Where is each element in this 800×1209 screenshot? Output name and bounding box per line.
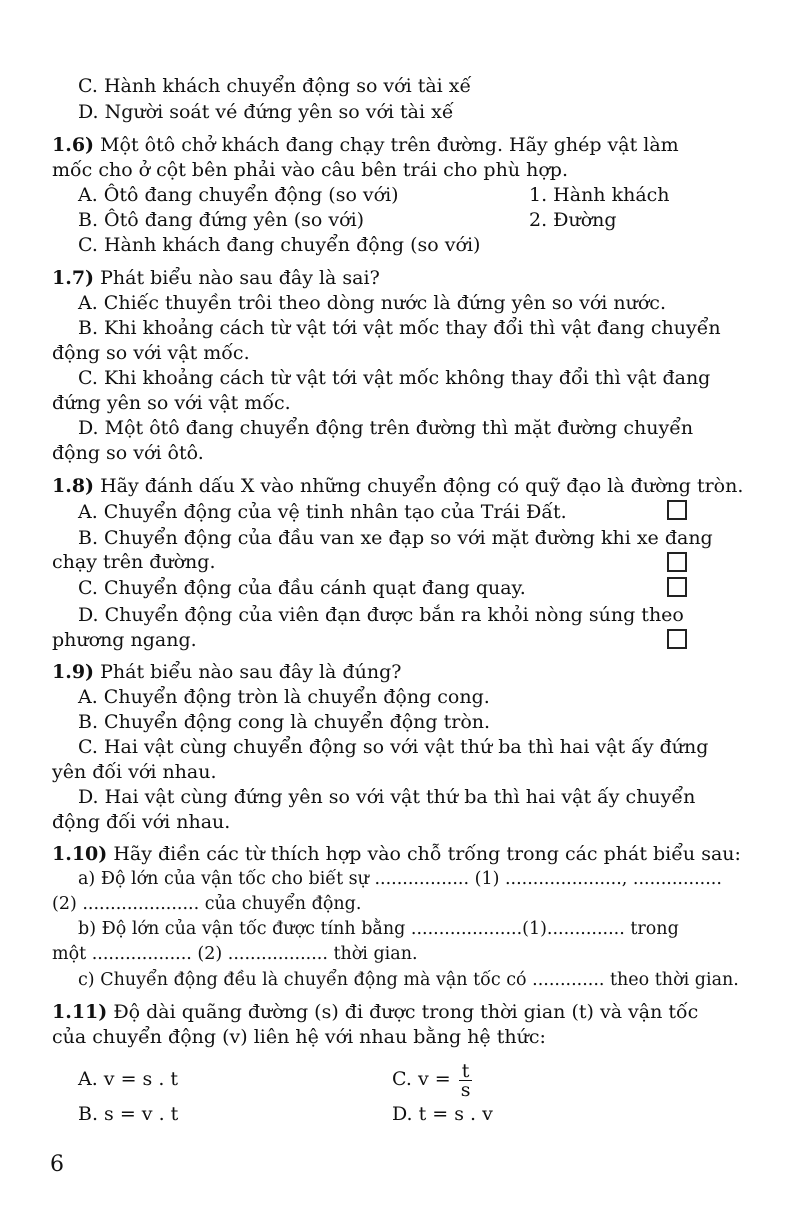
match-right-1: 1. Hành khách bbox=[529, 184, 670, 206]
question-number: 1.6) bbox=[52, 134, 95, 156]
q111-option-d: D. t = s . v bbox=[392, 1103, 493, 1125]
q19-option-c: C. Hai vật cùng chuyển động so với vật thứ ba thì hai vật ấy đứng bbox=[78, 736, 709, 758]
question-1-8-stem: 1.8) Hãy đánh dấu X vào những chuyển động có quỹ đạo là đường tròn. bbox=[52, 475, 744, 497]
q18-option-b: B. Chuyển động của đầu van xe đạp so với mặt đường khi xe đang bbox=[78, 527, 713, 549]
q17-option-a: A. Chiếc thuyền trôi theo dòng nước là đứng yên so với nước. bbox=[78, 292, 666, 314]
q17-option-b-cont: động so với vật mốc. bbox=[52, 342, 250, 364]
checkbox-q18-a[interactable] bbox=[667, 500, 687, 520]
page-number: 6 bbox=[50, 1152, 64, 1177]
match-left-c: C. Hành khách đang chuyển động (so với) bbox=[78, 234, 481, 256]
question-1-11-line1: 1.11) Độ dài quãng đường (s) đi được trong thời gian (t) và vận tốc bbox=[52, 1001, 699, 1023]
question-number: 1.11) bbox=[52, 1001, 108, 1023]
q111-option-b: B. s = v . t bbox=[78, 1103, 179, 1125]
q18-option-b-cont: chạy trên đường. bbox=[52, 551, 216, 573]
question-1-9-stem: 1.9) Phát biểu nào sau đây là đúng? bbox=[52, 661, 402, 683]
q17-option-d-cont: động so với ôtô. bbox=[52, 442, 204, 464]
question-number: 1.8) bbox=[52, 475, 95, 497]
q110-item-a: a) Độ lớn của vận tốc cho biết sự ................. (1) ....................., ................ bbox=[78, 869, 722, 889]
q111-option-c: C. v = $\frac{t}{s}$ bbox=[392, 1059, 471, 1101]
checkbox-q18-d[interactable] bbox=[667, 629, 687, 649]
checkbox-q18-c[interactable] bbox=[667, 577, 687, 597]
question-number: 1.10) bbox=[52, 843, 108, 865]
q19-option-d: D. Hai vật cùng đứng yên so với vật thứ ba thì hai vật ấy chuyển bbox=[78, 786, 696, 808]
q19-option-b: B. Chuyển động cong là chuyển động tròn. bbox=[78, 711, 491, 733]
question-1-6-line1: 1.6) Một ôtô chở khách đang chạy trên đường. Hãy ghép vật làm bbox=[52, 134, 679, 156]
q110-item-a-cont: (2) ..................... của chuyển động. bbox=[52, 894, 362, 914]
match-left-b: B. Ôtô đang đứng yên (so với) bbox=[78, 209, 365, 231]
checkbox-q18-b[interactable] bbox=[667, 552, 687, 572]
q110-item-c: c) Chuyển động đều là chuyển động mà vận tốc có ............. theo thời gian. bbox=[78, 970, 739, 990]
q110-item-b-cont: một .................. (2) .................. thời gian. bbox=[52, 944, 418, 964]
question-number: 1.7) bbox=[52, 267, 95, 289]
q18-option-d: D. Chuyển động của viên đạn được bắn ra khỏi nòng súng theo bbox=[78, 604, 684, 626]
q110-item-b: b) Độ lớn của vận tốc được tính bằng ....................(1).............. trong bbox=[78, 919, 679, 939]
match-left-a: A. Ôtô đang chuyển động (so với) bbox=[78, 184, 399, 206]
prev-option-d: D. Người soát vé đứng yên so với tài xế bbox=[78, 101, 454, 123]
question-1-11-line2: của chuyển động (v) liên hệ với nhau bằng hệ thức: bbox=[52, 1026, 546, 1048]
q17-option-b: B. Khi khoảng cách từ vật tới vật mốc thay đổi thì vật đang chuyển bbox=[78, 317, 721, 339]
q19-option-d-cont: động đối với nhau. bbox=[52, 811, 231, 833]
q19-option-c-cont: yên đối với nhau. bbox=[52, 761, 217, 783]
question-number: 1.9) bbox=[52, 661, 95, 683]
fraction-t-over-s: $\frac{t}{s}$ bbox=[460, 1059, 471, 1101]
q18-option-a: A. Chuyển động của vệ tinh nhân tạo của Trái Đất. bbox=[78, 501, 567, 523]
q17-option-d: D. Một ôtô đang chuyển động trên đường thì mặt đường chuyển bbox=[78, 417, 694, 439]
q111-option-a: A. v = s . t bbox=[78, 1068, 179, 1090]
q19-option-a: A. Chuyển động tròn là chuyển động cong. bbox=[78, 686, 490, 708]
q18-option-c: C. Chuyển động của đầu cánh quạt đang quay. bbox=[78, 577, 526, 599]
match-right-2: 2. Đường bbox=[529, 209, 617, 231]
question-1-6-line2: mốc cho ở cột bên phải vào câu bên trái cho phù hợp. bbox=[52, 159, 568, 181]
prev-option-c: C. Hành khách chuyển động so với tài xế bbox=[78, 75, 472, 97]
q17-option-c: C. Khi khoảng cách từ vật tới vật mốc không thay đổi thì vật đang bbox=[78, 367, 711, 389]
q18-option-d-cont: phương ngang. bbox=[52, 629, 197, 651]
question-1-7-stem: 1.7) Phát biểu nào sau đây là sai? bbox=[52, 267, 380, 289]
question-1-10-stem: 1.10) Hãy điền các từ thích hợp vào chỗ trống trong các phát biểu sau: bbox=[52, 843, 741, 865]
q17-option-c-cont: đứng yên so với vật mốc. bbox=[52, 392, 291, 414]
